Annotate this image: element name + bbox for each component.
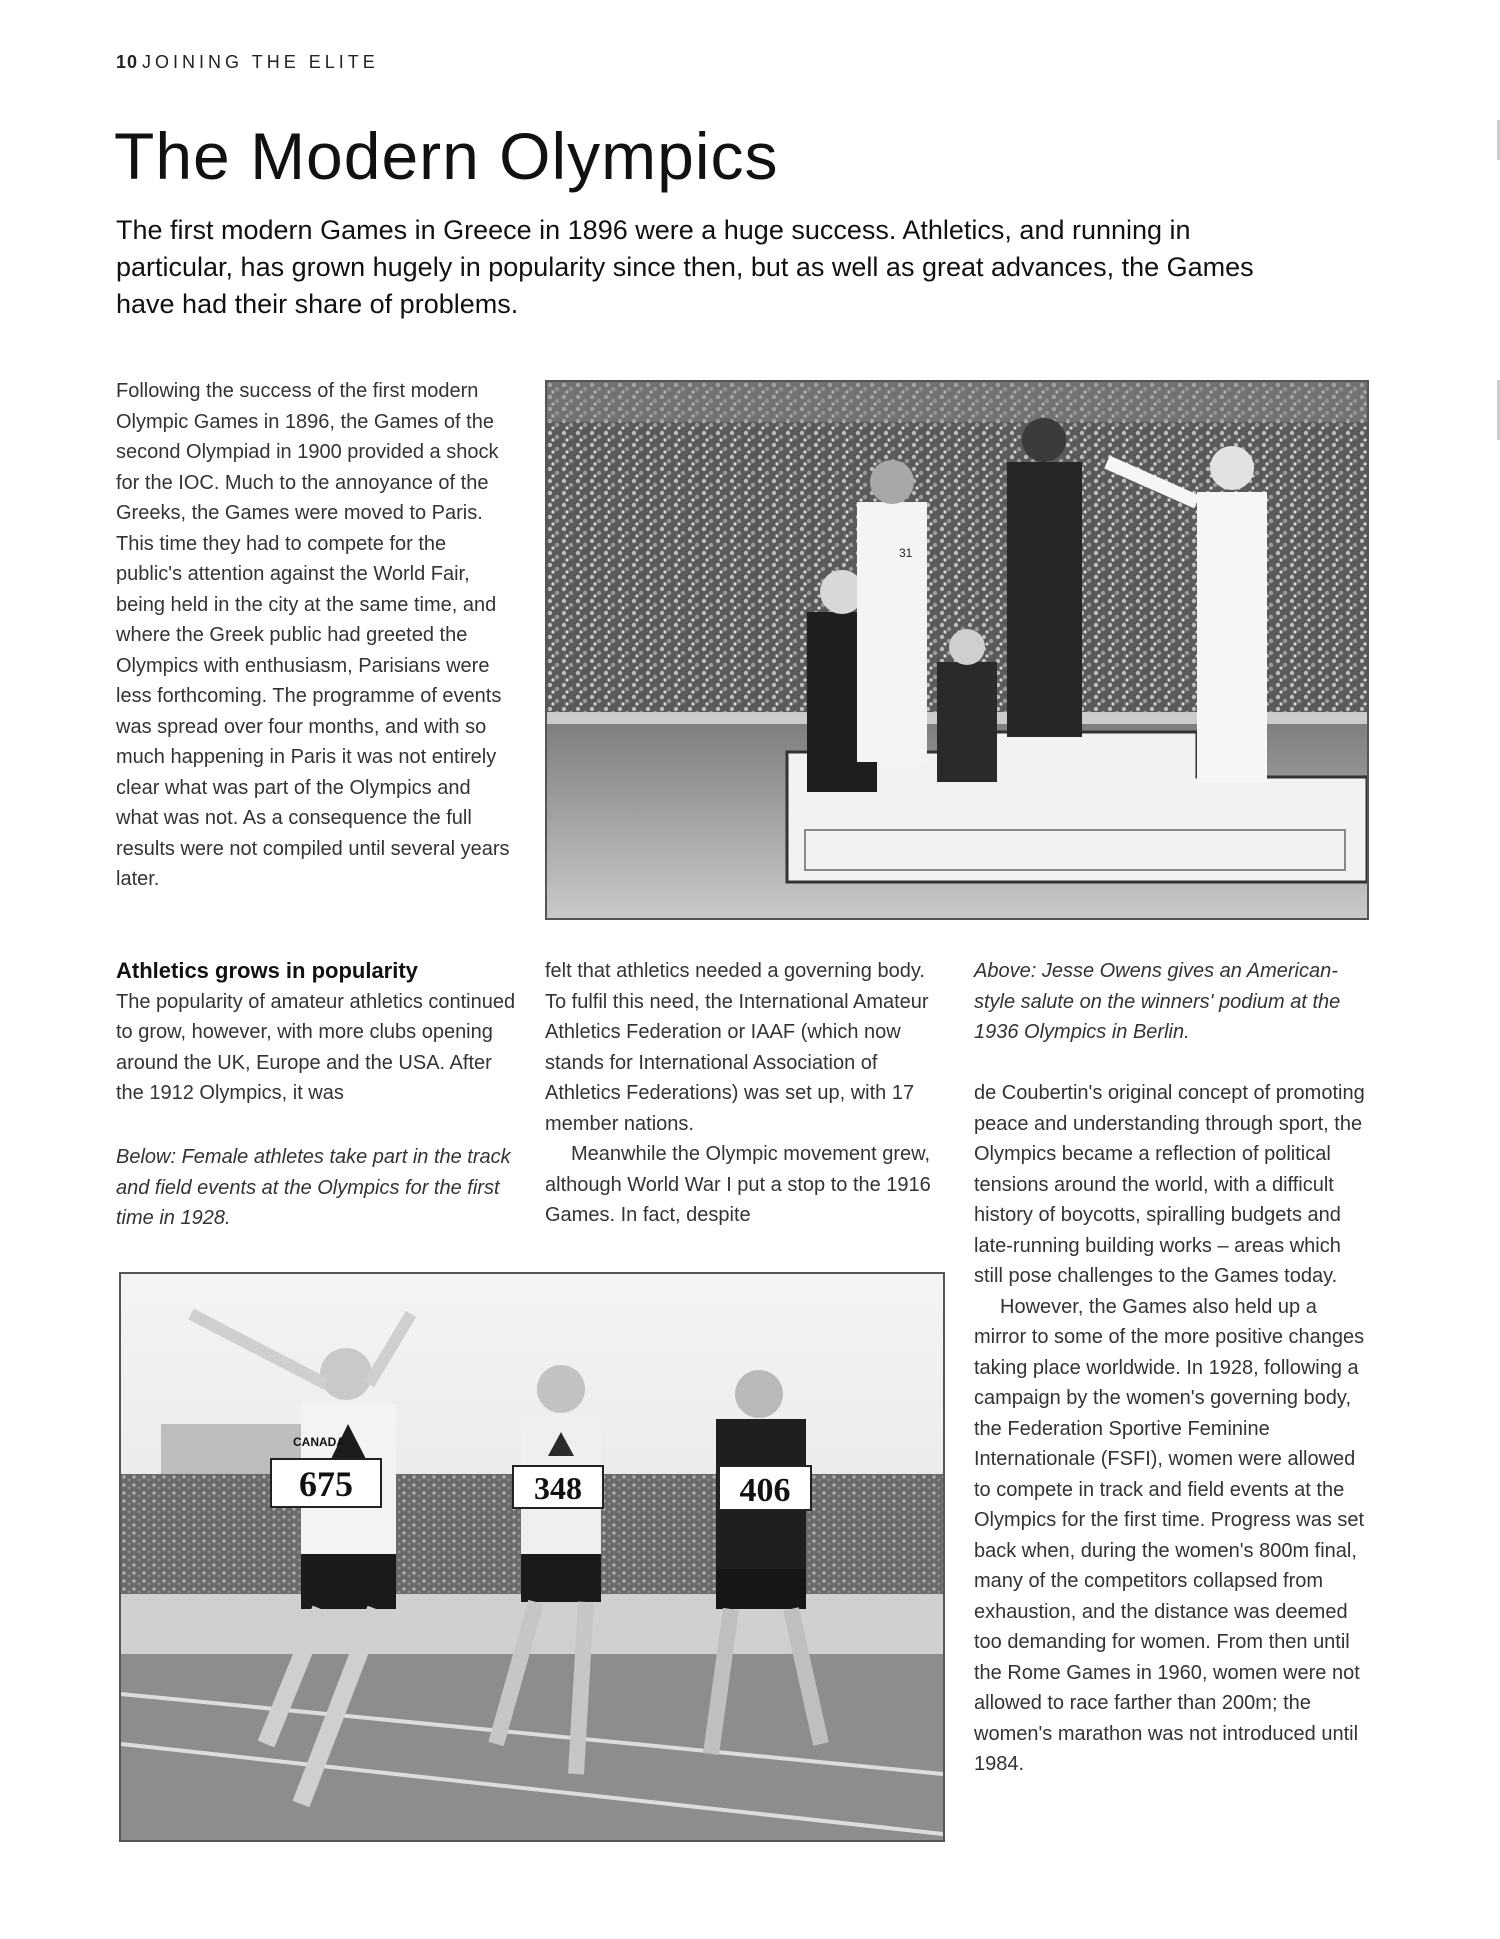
podium-photo-image xyxy=(547,382,1367,918)
page-title: The Modern Olympics xyxy=(114,119,779,193)
runner-bib-3: 406 xyxy=(739,1472,791,1509)
column-1 xyxy=(116,956,516,1109)
col2-paragraph-2: Meanwhile the Olympic movement grew, although World War I put a stop to the 1916 Games. In fact, despite xyxy=(545,1143,931,1226)
col3-paragraph-1: de Coubertin's original concept of promoting peace and understanding through sport, the Olympics became a reflection of political tensions around the world, with a difficult history of boycotts, spiralling budgets and late-running building works – areas which still pose challenges to the Games today. xyxy=(974,1082,1365,1287)
runners-photo-image xyxy=(121,1274,943,1840)
runners-photo xyxy=(119,1272,945,1842)
col3-paragraph-2: However, the Games also held up a mirror to some of the more positive changes taking place worldwide. In 1928, following a campaign by the women's governing body, the Federation Sportive Feminine Internationale (FSFI), women were allowed to compete in track and field events at the Olympics for the first time. Progress was set back when, during the women's 800m final, many of the competitors collapsed from exhaustion, and the distance was deemed too demanding for women. From then until the Rome Games in 1960, women were not allowed to race farther than 200m; the women's marathon was not introduced until 1984. xyxy=(974,1295,1365,1775)
podium-photo xyxy=(545,380,1369,920)
caption-below: Below: Female athletes take part in the track and field events at the Olympics for the first time in 1928. xyxy=(116,1146,511,1229)
page-number: 10 xyxy=(116,52,139,72)
section-heading: Athletics grows in popularity xyxy=(116,958,418,983)
intro-paragraph: Following the success of the first modern Olympic Games in 1896, the Games of the second Olympiad in 1900 provided a shock for the IOC. Much to the annoyance of the Greeks, the Games were moved to Paris. This time they had to compete for the public's attention against the World Fair, being held in the city at the same time, and where the Greek public had greeted the Olympics with enthusiasm, Parisians were less forthcoming. The programme of events was spread over four months, and with so much happening in Paris it was not entirely clear what was part of the Olympics and what was not. As a consequence the full results were not compiled until several years later. xyxy=(116,380,510,890)
caption-above: Above: Jesse Owens gives an American-style salute on the winners' podium at the 1936 Olympics in Berlin. xyxy=(974,960,1341,1043)
runner-sash: CANADA xyxy=(293,1435,345,1449)
column-3 xyxy=(974,1078,1370,1780)
runner-bib-1: 675 xyxy=(299,1464,353,1504)
runner-bib-2: 348 xyxy=(534,1470,582,1506)
podium-bib: 31 xyxy=(899,546,913,560)
running-head xyxy=(116,52,379,73)
intro-column xyxy=(116,376,516,895)
column-2 xyxy=(545,956,941,1231)
col2-paragraph-1: felt that athletics needed a governing body. To fulfil this need, the International Amateur Athletics Federation or IAAF (which now stands for International Association of Athletics Federations) was set up, with 17 member nations. xyxy=(545,960,929,1135)
standfirst: The first modern Games in Greece in 1896 were a huge success. Athletics, and running in particular, has grown hugely in popularity since then, but as well as great advances, the Games have had their share of problems. xyxy=(116,215,1254,319)
col1-paragraph: The popularity of amateur athletics continued to grow, however, with more clubs opening around the UK, Europe and the USA. After the 1912 Olympics, it was xyxy=(116,990,516,1104)
section-label: JOINING THE ELITE xyxy=(142,52,379,72)
